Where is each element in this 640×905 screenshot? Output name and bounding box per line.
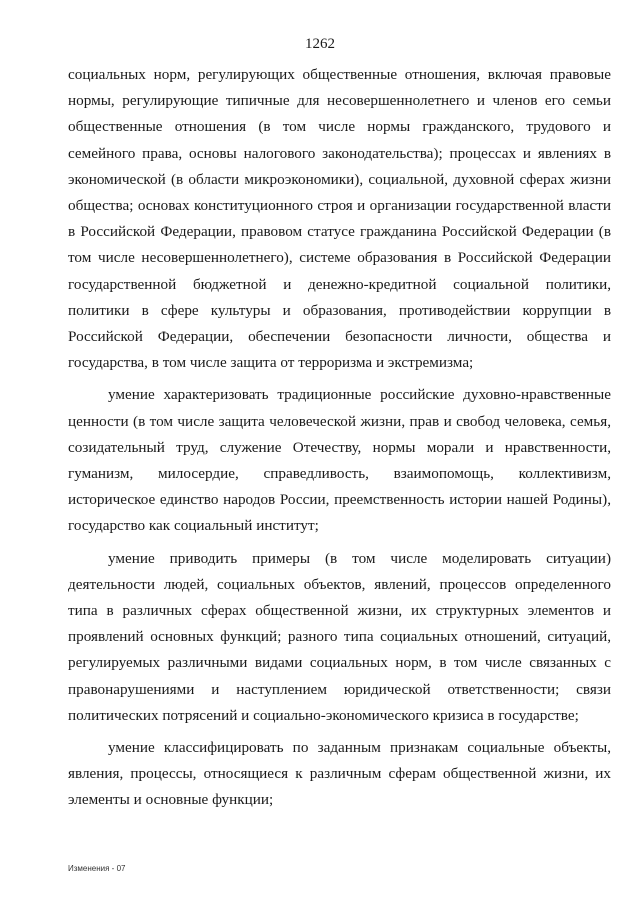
paragraph-characterize-values: умение характеризовать традиционные российские духовно-нравственные ценности (в том числе защита человеческой жизни, прав и свобод человека, семья, созидательный труд, служение Отечеству, нормы морали и нравственности, гуманизм, милосердие, справедливость, взаимопомощь, коллективизм, историческое единство народов России, преемственность истории нашей Родины), государство как социальный институт; [68,386,611,535]
paragraph-give-examples: умение приводить примеры (в том числе моделировать ситуации) деятельности людей, социальных объектов, явлений, процессов определенного типа в различных сферах общественной жизни, их структурных элементов и проявлений основных функций; разного типа социальных отношений, ситуаций, регулируемых различными видами социальных норм, в том числе связанных с правонарушениями и наступлением юридической ответственности; связи политических потрясений и социально-экономического кризиса в государстве; [68,549,611,724]
paragraph-continuation: социальных норм, регулирующих общественные отношения, включая правовые нормы, регулирующие типичные для несовершеннолетнего и членов его семьи общественные отношения (в том числе нормы гражданского, трудового и семейного права, основы налогового законодательства); процессах и явлениях в экономической (в области микроэкономики), социальной, духовной сферах жизни общества; основах конституционного строя и организации государственной власти в Российской Федерации, правовом статусе гражданина Российской Федерации (в том числе несовершеннолетнего), системе образования в Российской Федерации государственной бюджетной и денежно-кредитной социальной политики, политики в сфере культуры и образования, противодействии коррупции в Российской Федерации, обеспечении безопасности личности, общества и государства, в том числе защита от терроризма и экстремизма; [68,66,611,372]
document-body [68,62,611,814]
page-number: 1262 [305,36,335,52]
paragraph-classify-objects: умение классифицировать по заданным признакам социальные объекты, явления, процессы, относящиеся к различным сферам общественной жизни, их элементы и основные функции; [68,739,611,809]
footer-revision-note: Изменения - 07 [68,864,126,873]
